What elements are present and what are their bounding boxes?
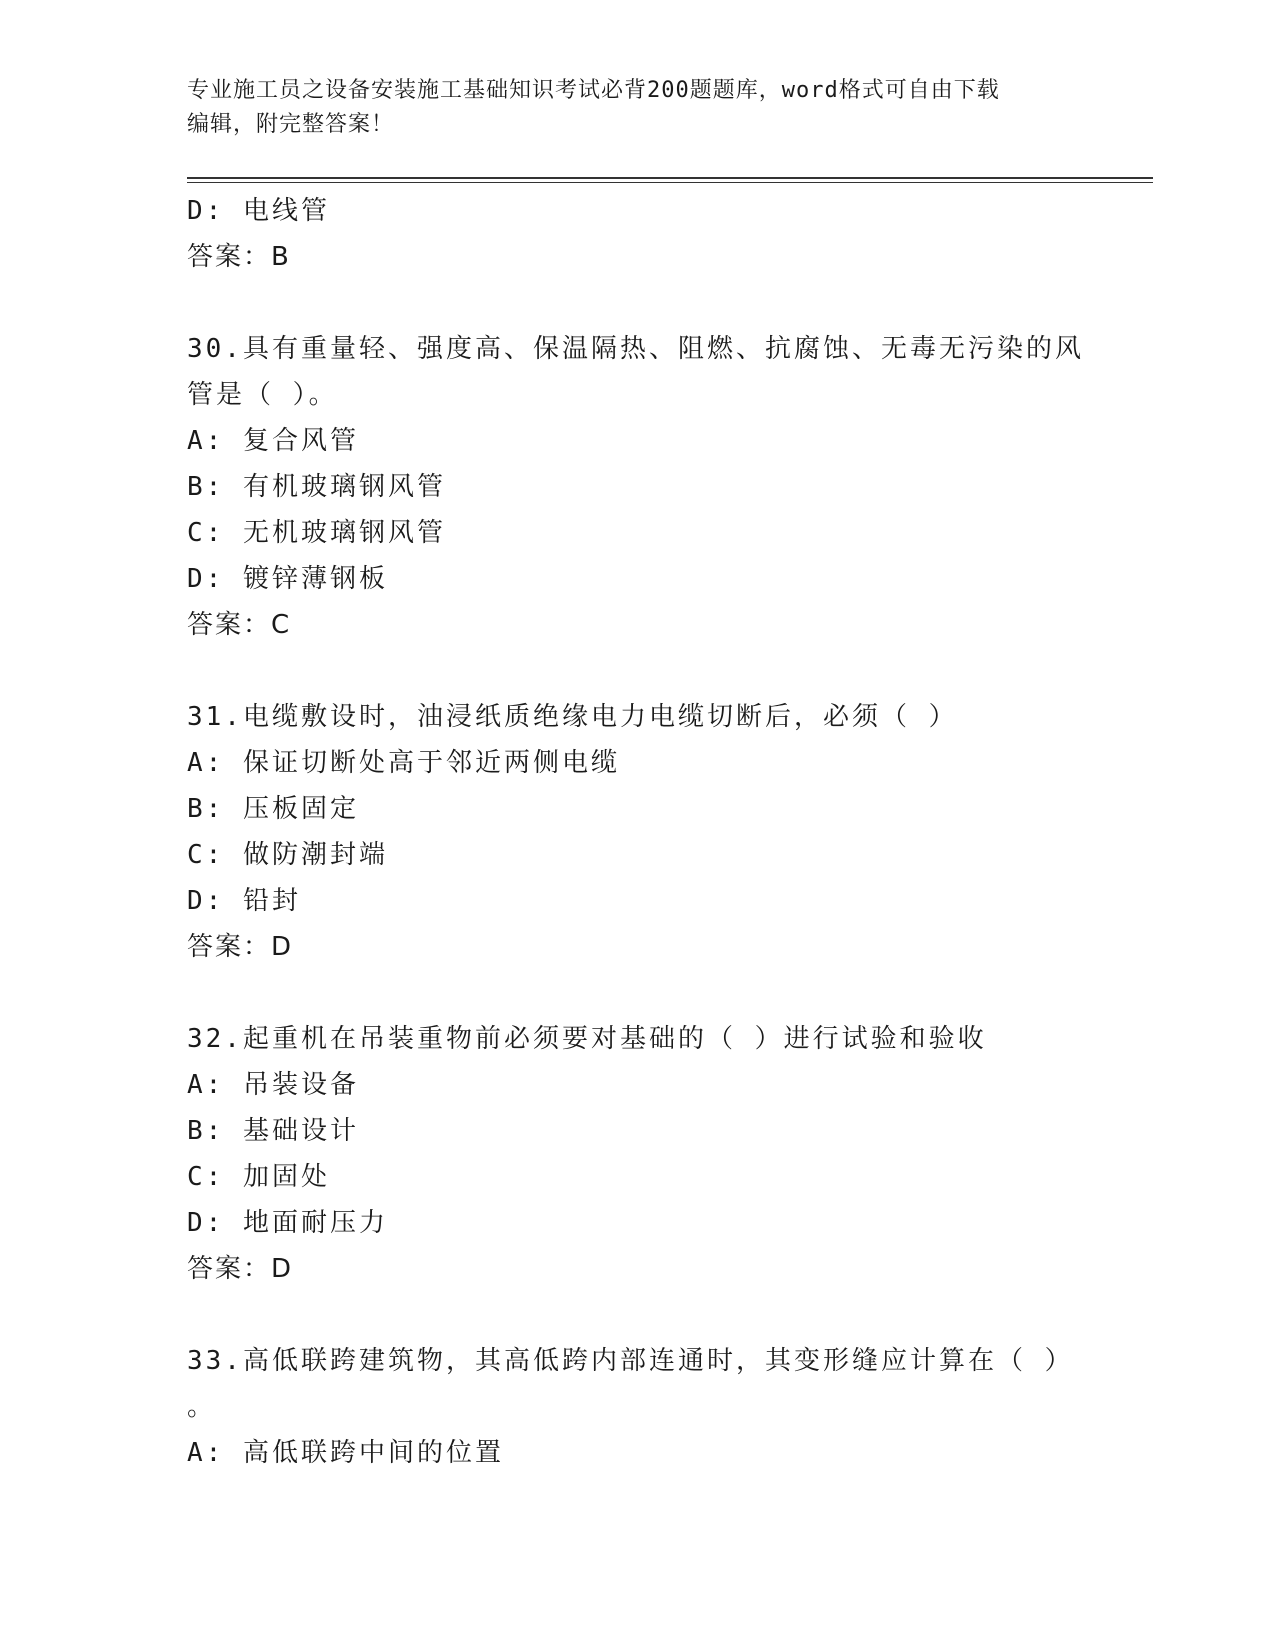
question-30 (187, 326, 1087, 648)
option-d: D: 镀锌薄钢板 (187, 564, 388, 594)
option-c: C: 做防潮封端 (187, 840, 388, 870)
answer: 答案：D (187, 932, 294, 962)
document-header (187, 74, 1067, 142)
question-stem: 30.具有重量轻、强度高、保温隔热、阻燃、抗腐蚀、无毒无污染的风 (187, 334, 1084, 364)
spacer (187, 648, 1087, 694)
option-b: B: 基础设计 (187, 1116, 359, 1146)
header-divider (187, 177, 1153, 183)
option-b: B: 压板固定 (187, 794, 359, 824)
spacer (187, 970, 1087, 1016)
question-stem-continued: 管是（ ）。 (187, 380, 338, 410)
option-a: A: 吊装设备 (187, 1070, 359, 1100)
header-line-2: 编辑，附完整答案！ (187, 112, 395, 137)
answer: 答案：B (187, 242, 291, 272)
option-b: B: 有机玻璃钢风管 (187, 472, 446, 502)
header-line-1: 专业施工员之设备安装施工基础知识考试必背200题题库，word格式可自由下载 (187, 78, 1000, 103)
question-33 (187, 1338, 1087, 1476)
question-stem-continued: 。 (187, 1392, 217, 1422)
option-d: D: 铅封 (187, 886, 301, 916)
answer: 答案：C (187, 610, 292, 640)
option-a: A: 复合风管 (187, 426, 359, 456)
question-29-tail (187, 188, 1087, 280)
spacer (187, 280, 1087, 326)
option-c: C: 无机玻璃钢风管 (187, 518, 446, 548)
option-d: D: 电线管 (187, 196, 330, 226)
question-stem: 31.电缆敷设时，油浸纸质绝缘电力电缆切断后，必须（ ） (187, 702, 958, 732)
question-list (187, 188, 1087, 1476)
question-stem: 32.起重机在吊装重物前必须要对基础的（ ）进行试验和验收 (187, 1024, 987, 1054)
spacer (187, 1292, 1087, 1338)
question-stem: 33.高低联跨建筑物，其高低跨内部连通时，其变形缝应计算在（ ） (187, 1346, 1074, 1376)
question-31 (187, 694, 1087, 970)
answer: 答案：D (187, 1254, 294, 1284)
option-c: C: 加固处 (187, 1162, 330, 1192)
option-a: A: 高低联跨中间的位置 (187, 1438, 504, 1468)
option-a: A: 保证切断处高于邻近两侧电缆 (187, 748, 620, 778)
question-32 (187, 1016, 1087, 1292)
option-d: D: 地面耐压力 (187, 1208, 388, 1238)
